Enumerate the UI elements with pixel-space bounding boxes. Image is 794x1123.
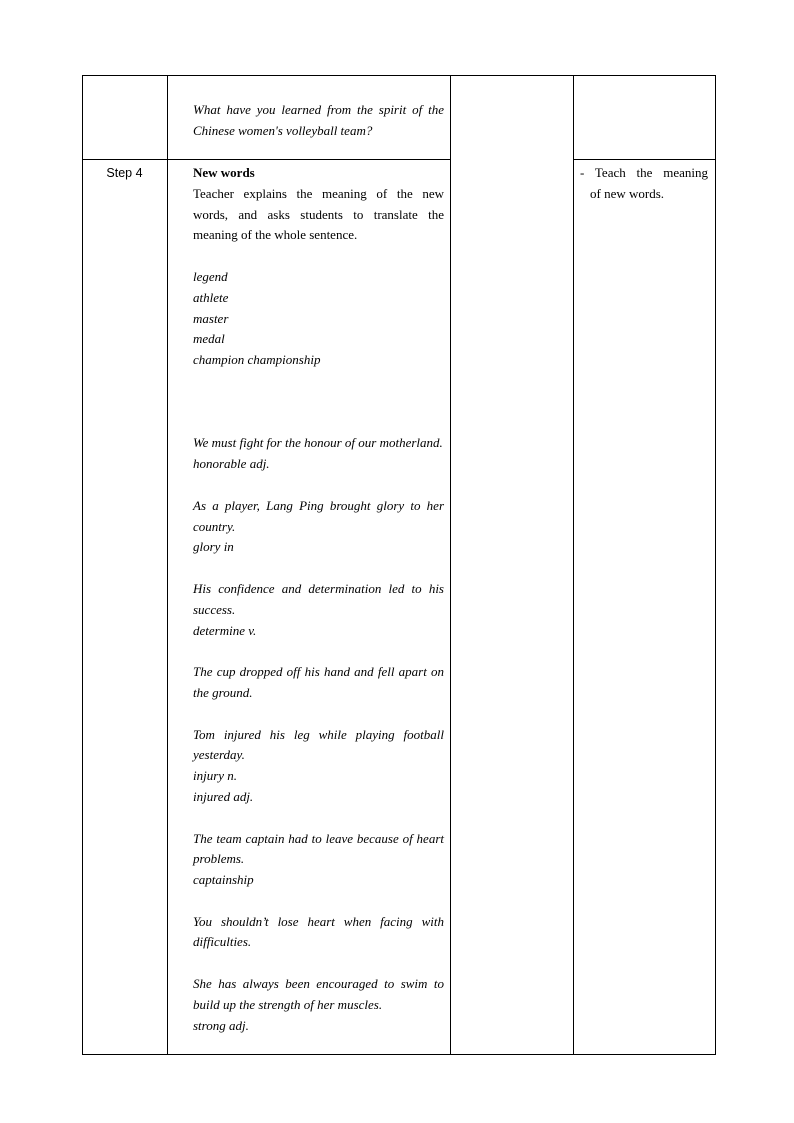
word-item: champion championship (193, 352, 321, 368)
example-group (193, 433, 444, 475)
column-divider-1 (167, 75, 168, 1055)
table-border-top (82, 75, 716, 76)
table-border-right (715, 75, 716, 1055)
example-sentence: His confidence and determination led to his success. (193, 580, 444, 617)
example-group (193, 662, 444, 704)
word-form: injury n. (193, 768, 238, 784)
teaching-aim-line: of new words. (590, 185, 665, 201)
example-sentence: We must fight for the honour of our motherland. (193, 435, 443, 451)
table-border-bottom (82, 1054, 716, 1055)
column-divider-2 (450, 75, 451, 1055)
example-group (193, 725, 444, 808)
example-group (193, 912, 444, 954)
example-sentence: Tom injured his leg while playing football yesterday. (193, 726, 444, 763)
example-group (193, 974, 444, 1036)
example-sentence: The team captain had to leave because of heart problems. (193, 830, 444, 867)
lesson-plan-table (82, 75, 716, 1055)
procedure-content (193, 163, 444, 1036)
example-sentence: She has always been encouraged to swim to build up the strength of her muscles. (193, 976, 444, 1012)
example-sentence: The cup dropped off his hand and fell apart on the ground. (193, 664, 444, 700)
word-item: medal (193, 331, 225, 347)
example-group (193, 579, 444, 641)
word-item: athlete (193, 289, 229, 305)
word-form: determine v. (193, 622, 257, 638)
word-form: captainship (193, 872, 254, 888)
table-border-left (82, 75, 83, 1055)
column-divider-3 (573, 75, 574, 1055)
example-group (193, 496, 444, 558)
word-item: master (193, 310, 229, 326)
word-item: legend (193, 268, 228, 284)
example-sentence: You shouldn’t lose heart when facing with difficulties. (193, 913, 444, 950)
word-form: injured adj. (193, 788, 254, 804)
teaching-aim-line: - Teach the meaning (580, 165, 708, 180)
row-divider-left (82, 159, 451, 160)
teaching-aim (580, 163, 708, 205)
example-sentence: As a player, Lang Ping brought glory to her country. (193, 497, 444, 534)
teacher-instruction: Teacher explains the meaning of the new words, and asks students to translate the meaning of the whole sentence. (193, 185, 444, 243)
example-group (193, 829, 444, 891)
word-form: glory in (193, 539, 234, 555)
word-form: honorable adj. (193, 456, 270, 472)
section-heading: New words (193, 165, 255, 180)
step-label: Step 4 (106, 166, 143, 180)
reflection-question: What have you learned from the spirit of the Chinese women's volleyball team? (193, 102, 444, 138)
word-form: strong adj. (193, 1017, 249, 1033)
word-list (193, 267, 444, 371)
row-divider-right (573, 159, 716, 160)
